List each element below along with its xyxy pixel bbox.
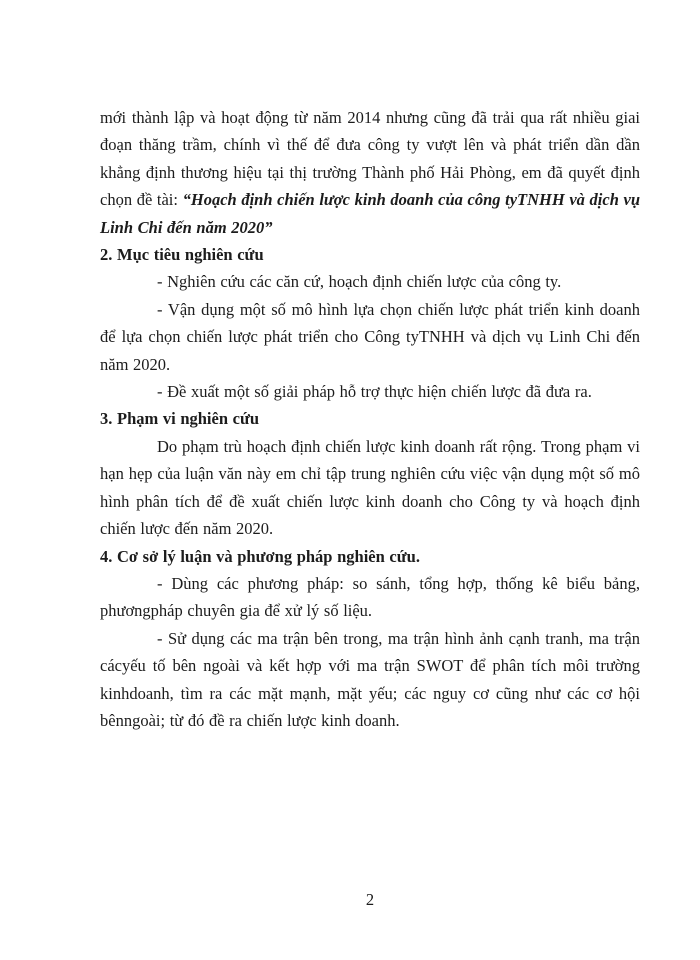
paragraph-intro <box>100 104 640 241</box>
paragraph-scope: Do phạm trù hoạch định chiến lược kinh doanh rất rộng. Trong phạm vi hạn hẹp của luận văn này em chỉ tập trung nghiên cứu việc vận dụng một số mô hình phân tích để đề xuất chiến lược kinh doanh cho Công ty và hoạch định chiến lược đến năm 2020. <box>100 436 640 539</box>
heading-objectives: 2. Mục tiêu nghiên cứu <box>100 245 264 265</box>
methodology-item: - Sử dụng các ma trận bên trong, ma trận hình ảnh cạnh tranh, ma trận cácyếu tố bên ngoài và kết hợp với ma trận SWOT để phân tích môi trường kinhdoanh, tìm ra các mặt mạnh, mặt yếu; các nguy cơ cũng như các cơ hội bênngoài; từ đó đề ra chiến lược kinh doanh. <box>100 628 640 730</box>
page-number: 2 <box>365 890 375 909</box>
methodology-item: - Dùng các phương pháp: so sánh, tổng hợp, thống kê biểu bảng, phươngpháp chuyên gia để xử lý số liệu. <box>100 573 640 621</box>
thesis-title: “Hoạch định chiến lược kinh doanh của công tyTNHH và dịch vụ Linh Chi đến năm 2020” <box>100 190 641 237</box>
page-content <box>100 104 640 734</box>
objectives-item: - Vận dụng một số mô hình lựa chọn chiến lược phát triển kinh doanh để lựa chọn chiến lược phát triển cho Công tyTNHH và dịch vụ Linh Chi đến năm 2020. <box>100 299 640 374</box>
intro-text: mới thành lập và hoạt động từ năm 2014 nhưng cũng đã trải qua rất nhiều giai đoạn thăng trầm, chính vì thế để đưa công ty vượt lên và phát triển dần dần khẳng định thương hiệu tại thị trường Thành phố Hải Phòng, em đã quyết định chọn đề tài: <box>100 108 640 210</box>
heading-methodology: 4. Cơ sở lý luận và phương pháp nghiên cứu. <box>100 546 420 566</box>
objectives-item: - Nghiên cứu các căn cứ, hoạch định chiến lược của công ty. <box>157 272 562 292</box>
objectives-item: - Đề xuất một số giải pháp hỗ trợ thực hiện chiến lược đã đưa ra. <box>157 382 592 402</box>
heading-scope: 3. Phạm vi nghiên cứu <box>100 409 260 429</box>
